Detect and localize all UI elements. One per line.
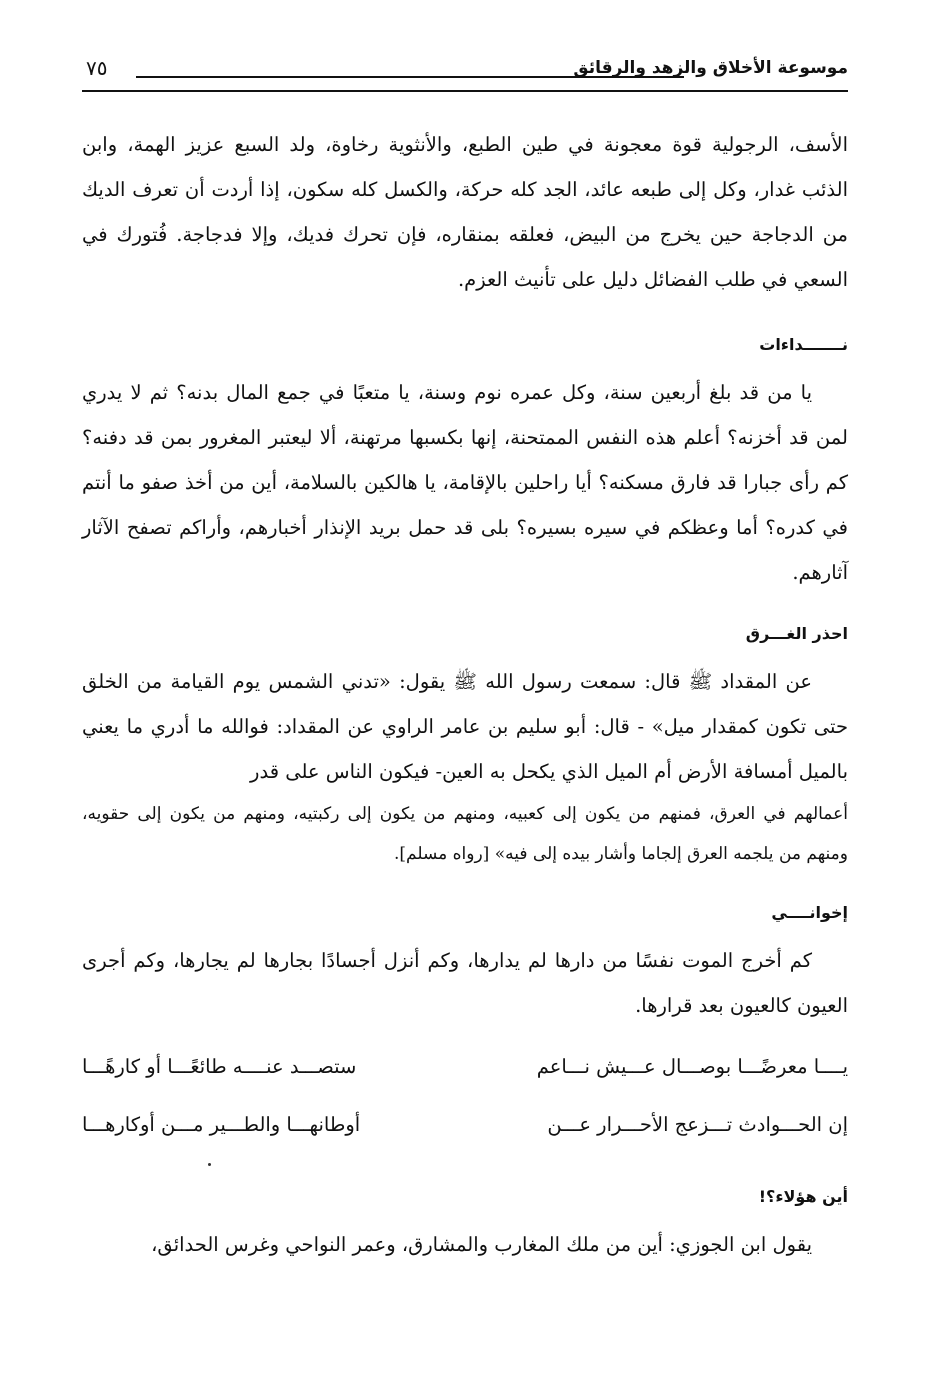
section-beware-hadith-continuation: أعمالهم في العرق، فمنهم من يكون إلى كعبيه، ومنهم من يكون إلى ركبتيه، ومنهم من يكون إلى حقويه، ومنهم من يلجمه العرق إلجاما وأشار بيده إلى فيه» [رواه مسلم]. xyxy=(82,804,848,864)
section-brothers-paragraph: كم أخرج الموت نفسًا من دارها لم يدارها، وكم أنزل أجسادًا بجارها لم يجارها، وكم أجرى العيون كالعيون بعد قرارها. xyxy=(82,949,848,1017)
poem-second-hemistich: ستصـــد عنــــه طائعًـــا أو كارهًـــا xyxy=(82,1055,357,1078)
intro-paragraph: الأسف، الرجولية قوة معجونة في طين الطبع، والأنثوية رخاوة، ولد السبع عزيز الهمة، وابن الذئب غدار، وكل إلى طبعه عائد، الجد كله حركة، والكسل كله سكون، إذا أردت أن تعرف الديك من الدجاجة حين يخرج من البيض، فعلقه بمنقاره، فإن تحرك فديك، وإلا فدجاجة. فُتورك في السعي في طلب الفضائل دليل على تأنيث العزم. xyxy=(82,133,848,291)
header-divider-line xyxy=(136,76,684,78)
section-calls-paragraph: يا من قد بلغ أربعين سنة، وكل عمره نوم وسنة، يا متعبًا في جمع المال بدنه؟ ثم لا يدري لمن قد أخزنه؟ أعلم هذه النفس الممتحنة، إنها بكسبها مرتهنة، ألا ليعتبر المغرور بمن قد دفنه؟ كم رأى جبارا قد فارق مسكنه؟ أيا راحلين بالإقامة، يا هالكين بالسلامة، أين من أخذ صفو ما أنتم في كدره؟ أما وعظكم في سيره بسيره؟ بلى قد حمل بريد الإنذار أخبارهم، وأراكم تصفح الآثار آثارهم. xyxy=(82,381,848,584)
page-header xyxy=(82,52,848,94)
page-content xyxy=(82,122,848,1267)
poem-verse xyxy=(82,1038,848,1096)
print-speck xyxy=(208,1163,211,1166)
poem xyxy=(82,1038,848,1154)
poem-verse xyxy=(82,1096,848,1154)
section-beware-paragraph: عن المقداد ﷺ قال: سمعت رسول الله ﷺ يقول: «تدني الشمس يوم القيامة من الخلق حتى تكون كمقدار ميل» - قال: أبو سليم بن عامر الراوي عن المقداد: فوالله ما أدري ما يعني بالميل أمسافة الأرض أم الميل الذي يكحل به العين- فيكون الناس على قدر xyxy=(82,670,848,783)
header-rule xyxy=(82,90,848,92)
section-heading-beware-drowning: احذر الغـــرق xyxy=(745,624,848,643)
section-heading-brothers: إخوانــــي xyxy=(771,903,848,922)
poem-first-hemistich: يــــا معرضًـــا بوصـــال عـــيش نـــاعم xyxy=(536,1055,848,1078)
poem-second-hemistich: أوطانهـــا والطـــير مـــن أوكارهـــا xyxy=(82,1113,361,1136)
running-title: موسوعة الأخلاق والزهد والرقائق xyxy=(573,58,848,78)
section-heading-where-are-they: أين هؤلاء؟! xyxy=(758,1187,848,1206)
section-where-paragraph: يقول ابن الجوزي: أين من ملك المغارب والمشارق، وعمر النواحي وغرس الحدائق، xyxy=(151,1233,812,1256)
page-number: ٧٥ xyxy=(86,56,108,80)
poem-first-hemistich: إن الحـــوادث تـــزعج الأحـــرار عـــن xyxy=(547,1113,848,1136)
section-heading-calls: نـــــــداءات xyxy=(759,335,848,354)
